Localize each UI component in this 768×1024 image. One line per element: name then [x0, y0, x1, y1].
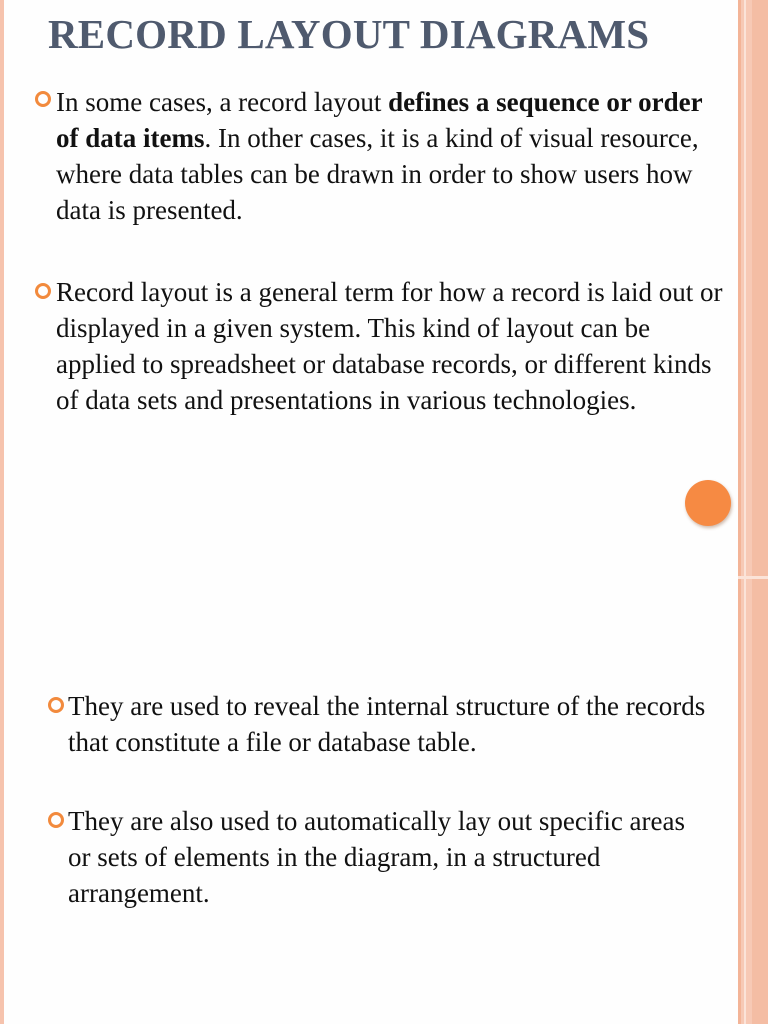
bullet-item-2: [56, 274, 728, 418]
bullet-text: Record layout is a general term for how a record is laid out or displayed in a given system. This kind of layout can be applied to spreadsheet or database records, or different kinds of data sets and presentations in various technologies.: [56, 277, 723, 415]
bullet-item-3: [68, 688, 708, 760]
bullet-circle-icon: [35, 283, 51, 299]
bullet-text: They are also used to automatically lay out specific areas or sets of elements in the diagram, in a structured arrangement.: [68, 806, 686, 908]
panel-divider: [738, 576, 768, 579]
right-stripe: [744, 0, 746, 1024]
bullet-text-start: In some cases, a record layout: [56, 87, 389, 117]
bullet-circle-icon: [35, 91, 51, 107]
bullet-item-1: [56, 84, 724, 228]
left-border: [0, 0, 4, 1024]
bullet-circle-icon: [48, 697, 64, 713]
right-stripe: [752, 0, 768, 1024]
bullet-circle-icon: [48, 812, 64, 828]
bullet-text: They are used to reveal the internal structure of the records that constitute a file or database table.: [68, 691, 706, 757]
right-stripe: [738, 0, 741, 1024]
bullet-bold-text: defines a sequence or order of data items: [56, 87, 703, 153]
bullet-text: [56, 84, 724, 228]
slide-title: RECORD LAYOUT DIAGRAMS: [48, 11, 650, 57]
bullet-text-end: . In other cases, it is a kind of visual resource, where data tables can be drawn in order to show users how data is presented.: [56, 123, 699, 225]
bullet-item-4: [68, 803, 708, 911]
orange-circle-icon: [685, 480, 731, 526]
